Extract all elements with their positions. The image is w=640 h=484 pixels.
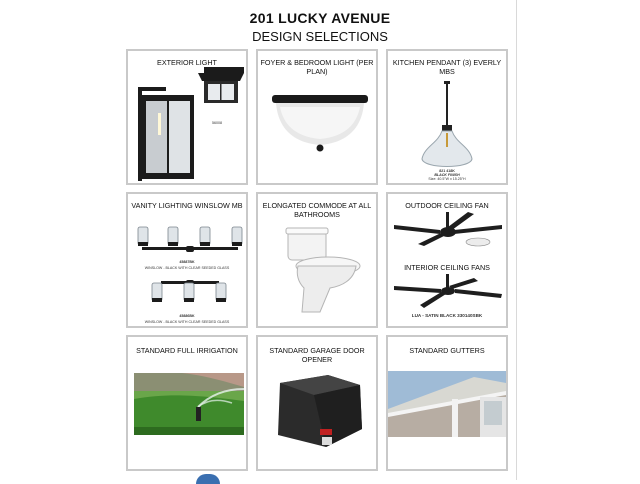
cell-label: STANDARD FULL IRRIGATION	[136, 346, 238, 355]
cell-caption: BLACK FINISH	[434, 173, 460, 177]
cell-caption: 56008	[212, 121, 222, 125]
interior-fan-image	[388, 194, 506, 326]
cell-label: FOYER & BEDROOM LIGHT (PER PLAN)	[260, 58, 374, 76]
flush-mount-light-image	[258, 51, 376, 183]
cell-kitchen-pendant	[386, 49, 508, 185]
gutters-image	[388, 337, 506, 469]
cell-label: STANDARD GARAGE DOOR OPENER	[269, 346, 365, 364]
page-subtitle: DESIGN SELECTIONS	[252, 29, 388, 44]
cell-caption: 45886BK	[179, 314, 195, 318]
page-divider	[516, 0, 517, 480]
exterior-light-image	[128, 51, 246, 183]
cell-label: VANITY LIGHTING WINSLOW MB	[131, 201, 243, 210]
cell-ceiling-fans	[386, 192, 508, 328]
cell-foyer-bedroom-light	[256, 49, 378, 185]
cell-label: STANDARD GUTTERS	[409, 346, 485, 355]
cell-label: ELONGATED COMMODE AT ALL BATHROOMS	[262, 201, 372, 219]
garage-opener-image	[258, 337, 376, 469]
cell-exterior-light	[126, 49, 248, 185]
cell-caption: WINSLOW - BLACK WITH CLEAR SEEDED GLASS	[144, 266, 230, 270]
cell-caption: 45887BK	[179, 260, 195, 264]
toilet-image	[258, 194, 376, 326]
cell-irrigation	[126, 335, 248, 471]
irrigation-image	[128, 337, 246, 469]
footer-logo-fragment	[196, 474, 220, 484]
cell-label: EXTERIOR LIGHT	[157, 58, 217, 67]
cell-caption: 821 418K	[439, 169, 455, 173]
cell-label: KITCHEN PENDANT (3) EVERLY MBS	[392, 58, 502, 76]
cell-vanity-lighting	[126, 192, 248, 328]
cell-label-secondary: INTERIOR CEILING FANS	[404, 263, 490, 272]
pendant-light-image	[388, 51, 506, 183]
cell-elongated-commode	[256, 192, 378, 328]
cell-label: OUTDOOR CEILING FAN	[405, 201, 489, 210]
cell-caption: LUA - SATIN BLACK 330140SBK	[411, 313, 483, 318]
cell-gutters	[386, 335, 508, 471]
page-title: 201 LUCKY AVENUE	[249, 10, 391, 26]
cell-caption: Size: 40.5"W x 15.25"H	[428, 177, 466, 181]
cell-caption: WINSLOW - BLACK WITH CLEAR SEEDED GLASS	[144, 320, 230, 324]
cell-garage-door-opener	[256, 335, 378, 471]
